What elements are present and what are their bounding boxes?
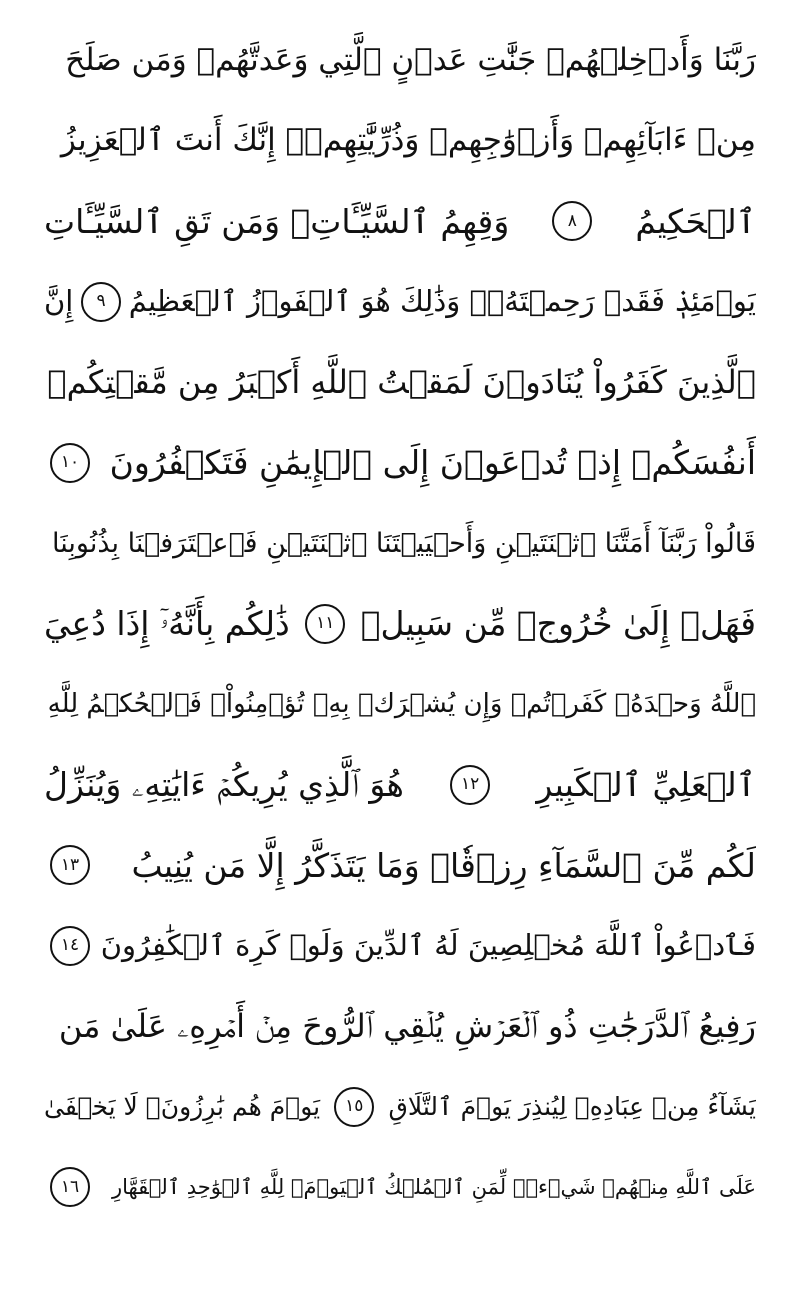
verse-text: لَكُم مِّنَ ٱلسَّمَآءِ رِزۡقٗاۚ وَمَا يَتَذَكَّرُ إِلَّا مَن يُنِيبُ [131,845,756,885]
verse-text: ذَٰلِكُم بِأَنَّهُۥٓ إِذَا دُعِيَ [44,604,290,644]
ayah-number-marker: ١٥ [334,1087,374,1127]
text-line [44,584,756,665]
verse-text: يَشَآءُ مِنۡ عِبَادِهِۦ لِيُنذِرَ يَوۡمَ ٱلتَّلَاقِ [388,1092,756,1122]
verse-text: ٱلَّذِينَ كَفَرُواْ يُنَادَوۡنَ لَمَقۡتُ ٱللَّهِ أَكۡبَرُ مِن مَّقۡتِكُمۡ [47,363,756,402]
verse-text: رَبَّنَا وَأَدۡخِلۡهُمۡ جَنَّٰتِ عَدۡنٍ ٱلَّتِي وَعَدتَّهُمۡ وَمَن صَلَحَ [65,41,756,78]
verse-text: قَالُواْ رَبَّنَآ أَمَتَّنَا ٱثۡنَتَيۡنِ وَأَحۡيَيۡتَنَا ٱثۡنَتَيۡنِ فَٱعۡتَرَفۡنَا بِذُنُوبِنَا [52,527,756,559]
ayah-number-marker: ١٢ [450,765,490,805]
text-line [44,423,756,504]
text-line [44,101,756,182]
verse-text: عَلَى ٱللَّهِ مِنۡهُمۡ شَيۡءٞۚ لِّمَنِ ٱلۡمُلۡكُ ٱلۡيَوۡمَۖ لِلَّهِ ٱلۡوَٰحِدِ ٱلۡقَهَّارِ [111,1174,756,1199]
text-line [44,342,756,423]
verse-text: هُوَ ٱلَّذِي يُرِيكُمۡ ءَايَٰتِهِۦ وَيُنَزِّلُ [44,765,404,805]
text-line [44,20,756,101]
text-line [44,745,756,826]
verse-text: إِنَّ [44,284,74,319]
verse-text: ٱلۡعَلِيِّ ٱلۡكَبِيرِ [536,765,756,805]
ayah-number-marker: ١٣ [50,845,90,885]
verse-text: فَهَلۡ إِلَىٰ خُرُوجٖ مِّن سَبِيلٖ [360,604,756,644]
ayah-number-marker: ١٠ [50,443,90,483]
text-line [44,262,756,343]
ayah-number-marker: ١١ [305,604,345,644]
text-line [44,1147,756,1228]
text-line [44,664,756,745]
ayah-number-marker: ٨ [552,201,592,241]
verse-text: ٱلۡحَكِيمُ [635,201,756,241]
text-line [44,986,756,1067]
text-line [44,503,756,584]
text-line [44,1067,756,1148]
ayah-number-marker: ٩ [81,282,121,322]
verse-text: وَقِهِمُ ٱلسَّيِّـَٔاتِۚ وَمَن تَقِ ٱلسَّيِّـَٔاتِ [44,201,510,241]
verse-text: ٱللَّهُ وَحۡدَهُۥ كَفَرۡتُمۡ وَإِن يُشۡرَكۡ بِهِۦ تُؤۡمِنُواْۚ فَٱلۡحُكۡمُ لِلَّهِ [47,689,756,720]
text-line [44,825,756,906]
ayah-number-marker: ١٦ [50,1167,90,1207]
text-line [44,906,756,987]
verse-text: رَفِيعُ ٱلدَّرَجَٰتِ ذُو ٱلۡعَرۡشِ يُلۡقِي ٱلرُّوحَ مِنۡ أَمۡرِهِۦ عَلَىٰ مَن [58,1007,756,1046]
verse-text: مِنۡ ءَابَآئِهِمۡ وَأَزۡوَٰجِهِمۡ وَذُرِّيَّٰتِهِمۡۚ إِنَّكَ أَنتَ ٱلۡعَزِيزُ [60,122,756,159]
verse-text: يَوۡمَ هُم بَٰرِزُونَۖ لَا يَخۡفَىٰ [44,1092,321,1122]
ayah-number-marker: ١٤ [50,926,90,966]
verse-text: فَٱدۡعُواْ ٱللَّهَ مُخۡلِصِينَ لَهُ ٱلدِّينَ وَلَوۡ كَرِهَ ٱلۡكَٰفِرُونَ [100,928,756,963]
text-line [44,181,756,262]
verse-text: أَنفُسَكُمۡ إِذۡ تُدۡعَوۡنَ إِلَى ٱلۡإِيمَٰنِ فَتَكۡفُرُونَ [109,443,756,483]
verse-text: يَوۡمَئِذٖ فَقَدۡ رَحِمۡتَهُۥۚ وَذَٰلِكَ هُوَ ٱلۡفَوۡزُ ٱلۡعَظِيمُ [128,284,756,319]
